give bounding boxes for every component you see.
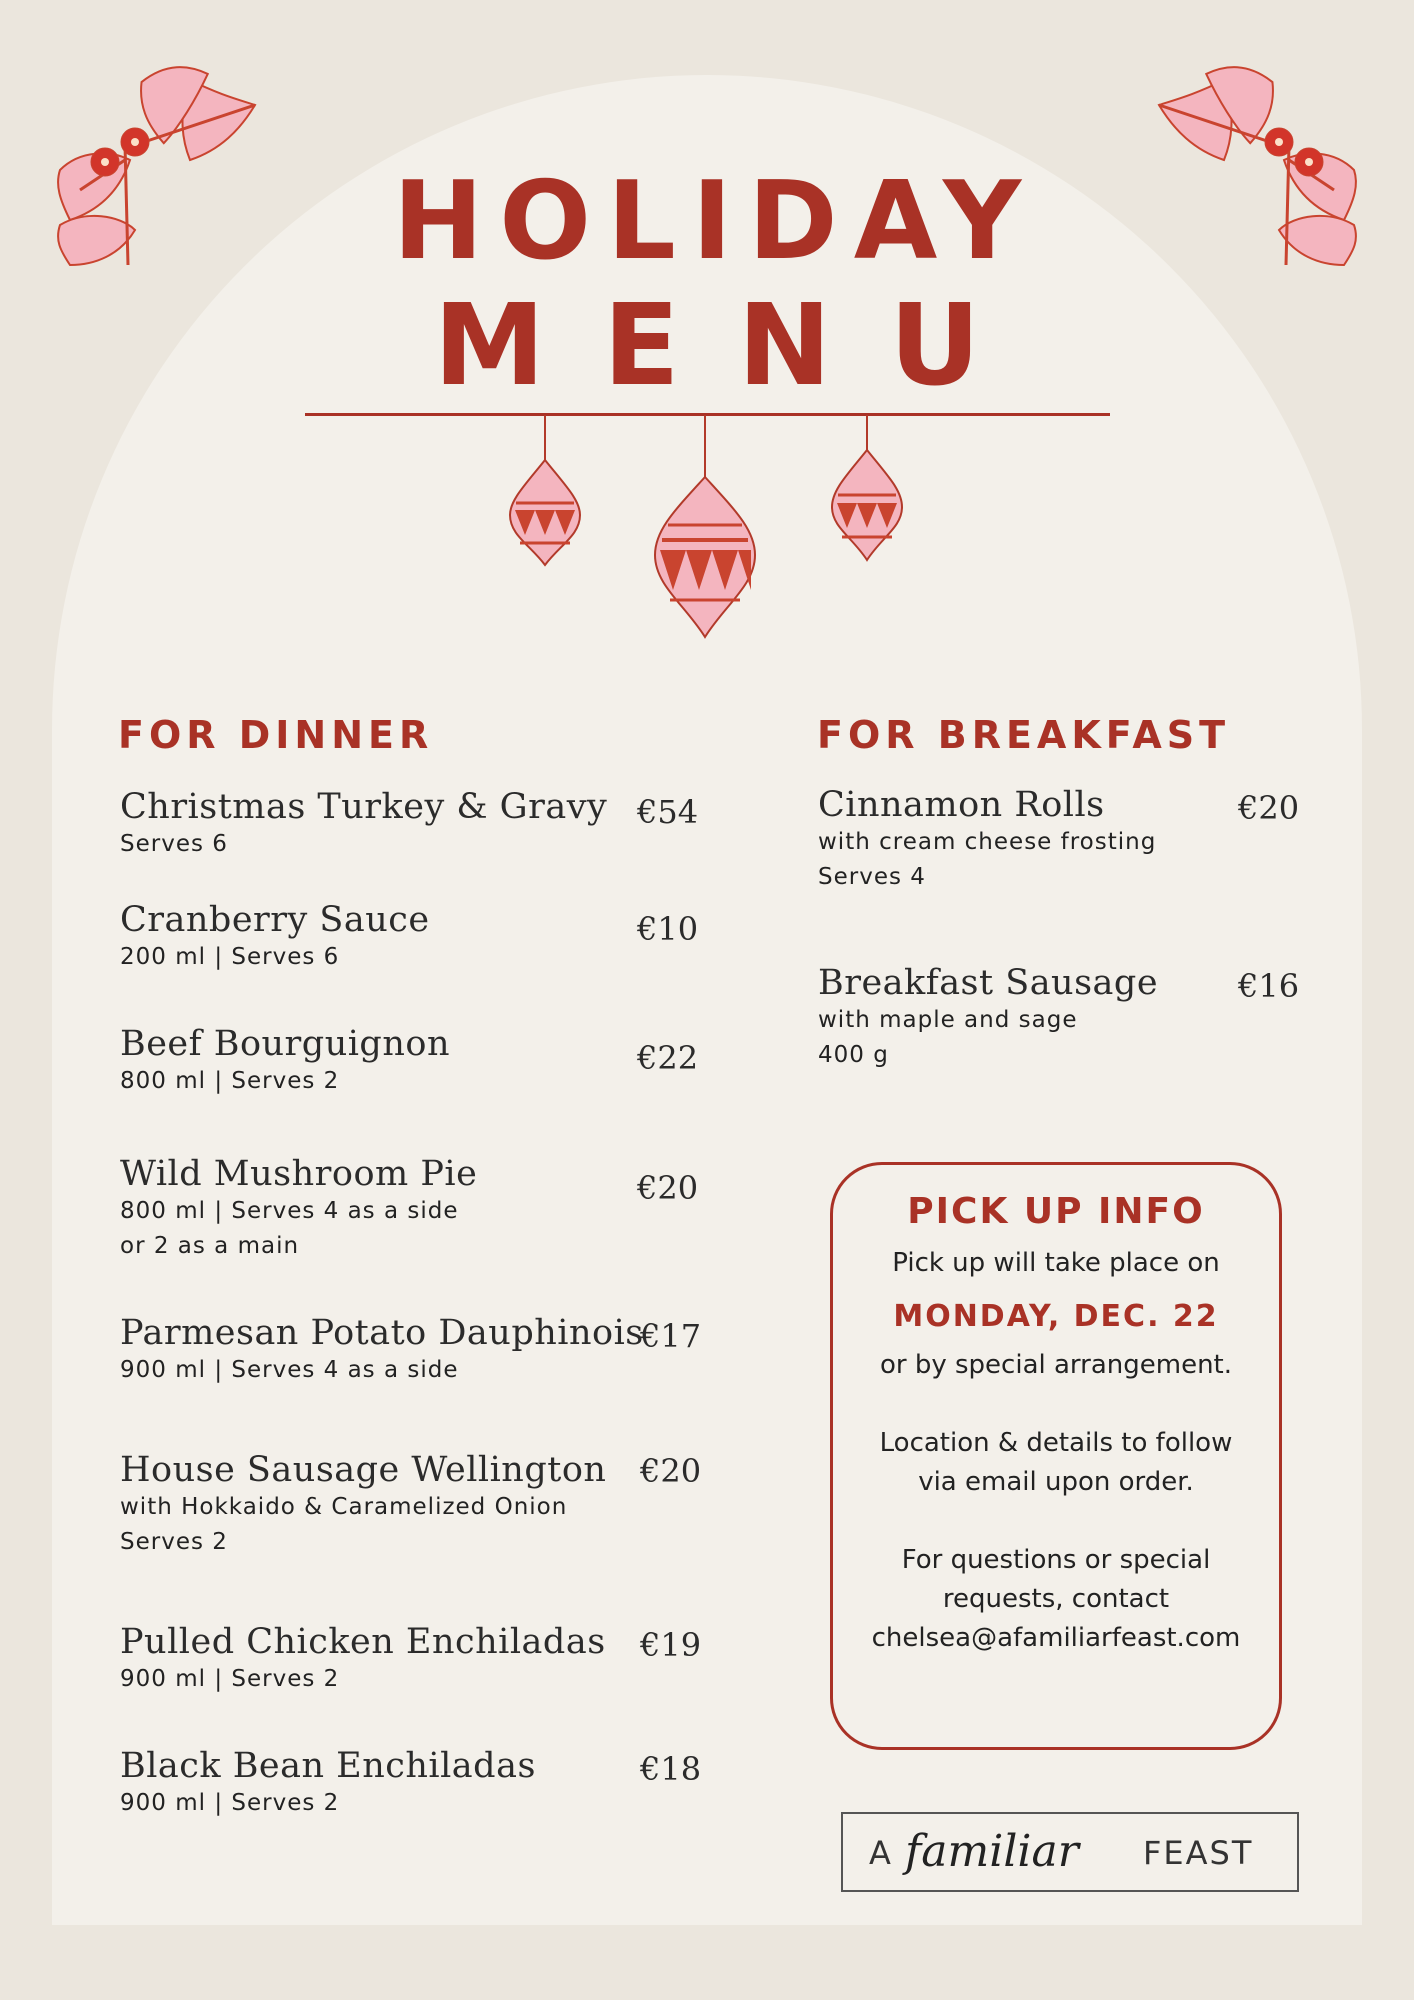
item-price: €19 <box>640 1626 702 1664</box>
list-item <box>120 1450 700 1560</box>
pickup-heading: PICK UP INFO <box>907 1191 1205 1232</box>
item-desc: with cream cheese frosting <box>818 829 1157 855</box>
pickup-text: or by special arrangement. <box>879 1350 1233 1380</box>
contact-email-link[interactable]: chelsea@afamiliarfeast.com <box>871 1623 1241 1653</box>
item-price: €20 <box>637 1169 699 1207</box>
item-desc: Serves 2 <box>120 1529 228 1555</box>
item-desc: 900 ml | Serves 4 as a side <box>120 1357 459 1383</box>
pickup-text: requests, contact <box>942 1584 1170 1614</box>
item-price: €16 <box>1238 967 1300 1005</box>
item-desc: 900 ml | Serves 2 <box>120 1666 340 1692</box>
brand-logo <box>841 1812 1299 1892</box>
pickup-text: Pick up will take place on <box>892 1248 1220 1278</box>
item-price: €54 <box>637 793 699 831</box>
item-price: €20 <box>640 1452 702 1490</box>
item-desc: Serves 6 <box>120 831 228 857</box>
logo-word-familiar: familiar <box>905 1826 1079 1877</box>
list-item <box>120 1024 699 1099</box>
menu-title-line2: MENU <box>433 281 1039 411</box>
item-name: Pulled Chicken Enchiladas <box>120 1622 606 1662</box>
item-name: Parmesan Potato Dauphinois <box>120 1313 644 1353</box>
item-desc: or 2 as a main <box>120 1233 300 1259</box>
item-price: €10 <box>637 910 699 948</box>
list-item <box>120 787 699 862</box>
list-item <box>120 1746 700 1821</box>
item-desc: 200 ml | Serves 6 <box>120 944 340 970</box>
item-desc: with Hokkaido & Caramelized Onion <box>120 1494 568 1520</box>
list-item <box>120 900 699 975</box>
item-name: House Sausage Wellington <box>120 1450 607 1490</box>
menu-title-line1: HOLIDAY <box>392 159 1038 284</box>
item-price: €18 <box>640 1750 702 1788</box>
item-name: Cranberry Sauce <box>120 900 430 940</box>
item-desc: 400 g <box>818 1042 889 1068</box>
item-desc: 800 ml | Serves 2 <box>120 1068 340 1094</box>
item-price: €22 <box>637 1039 699 1077</box>
item-name: Breakfast Sausage <box>818 963 1159 1003</box>
pickup-text: via email upon order. <box>918 1467 1194 1497</box>
item-name: Christmas Turkey & Gravy <box>120 787 608 827</box>
pickup-text: Location & details to follow <box>879 1428 1233 1458</box>
list-item <box>818 785 1298 895</box>
item-desc: 900 ml | Serves 2 <box>120 1790 340 1816</box>
item-desc: Serves 4 <box>818 864 926 890</box>
pickup-info-box <box>830 1162 1282 1750</box>
list-item <box>120 1622 700 1697</box>
item-price: €17 <box>640 1317 702 1355</box>
item-price: €20 <box>1238 789 1300 827</box>
item-desc: with maple and sage <box>818 1007 1078 1033</box>
logo-word-a: A <box>869 1834 891 1872</box>
ornaments-icon <box>490 415 930 645</box>
item-name: Wild Mushroom Pie <box>120 1154 478 1194</box>
item-desc: 800 ml | Serves 4 as a side <box>120 1198 459 1224</box>
list-item <box>120 1313 700 1388</box>
item-name: Beef Bourguignon <box>120 1024 450 1064</box>
list-item <box>120 1154 699 1264</box>
logo-word-feast: FEAST <box>1143 1834 1254 1872</box>
breakfast-heading: FOR BREAKFAST <box>817 713 1231 757</box>
pickup-date: MONDAY, DEC. 22 <box>893 1299 1219 1334</box>
item-name: Cinnamon Rolls <box>818 785 1105 825</box>
pickup-text: For questions or special <box>901 1545 1211 1575</box>
list-item <box>818 963 1298 1073</box>
item-name: Black Bean Enchiladas <box>120 1746 536 1786</box>
dinner-heading: FOR DINNER <box>118 713 434 757</box>
